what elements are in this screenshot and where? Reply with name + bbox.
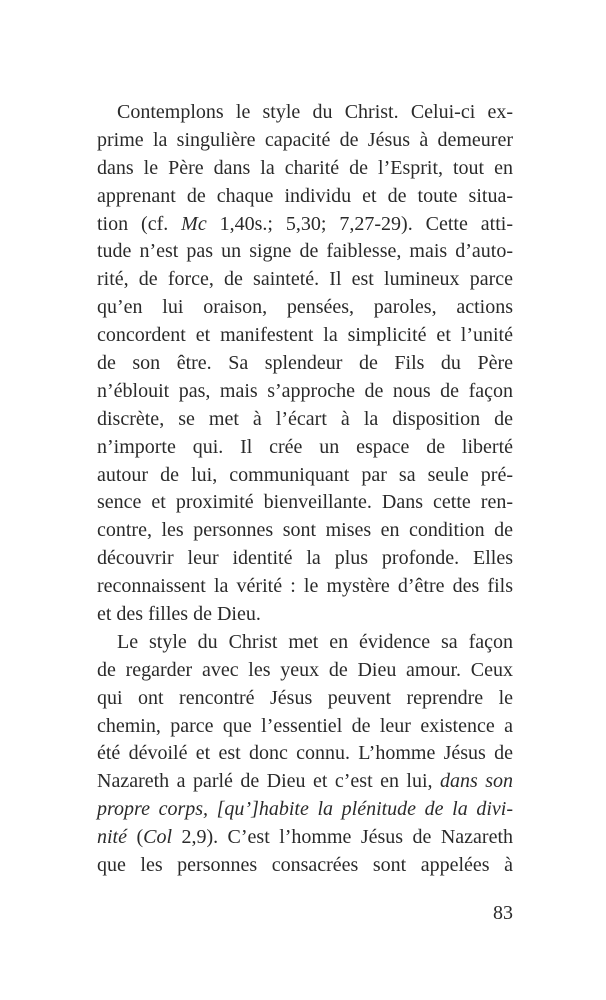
text-segment: chemin, parce que l’essentiel de leur existence a <box>97 714 513 737</box>
text-segment: n’importe qui. Il crée un espace de liberté <box>97 435 513 458</box>
italic-text: nité <box>97 826 127 849</box>
text-segment: n’éblouit pas, mais s’approche de nous de façon <box>97 379 513 402</box>
italic-text: Col <box>143 826 173 849</box>
text-line <box>97 322 513 350</box>
text-line <box>97 406 513 434</box>
text-segment: 2,9). C’est l’homme Jésus de Nazareth <box>172 826 513 849</box>
text-segment: Nazareth a parlé de Dieu et c’est en lui, <box>97 770 440 793</box>
text-line <box>97 155 513 183</box>
italic-text: propre corps, [qu’]habite la plénitude de la divi- <box>97 798 513 821</box>
text-line <box>97 685 513 713</box>
text-segment: de son être. Sa splendeur de Fils du Père <box>97 352 513 375</box>
text-segment: tion (cf. <box>97 212 182 235</box>
text-line <box>97 657 513 685</box>
text-segment: découvrir leur identité la plus profonde. Elles <box>97 547 513 570</box>
text-line <box>97 350 513 378</box>
text-line <box>97 378 513 406</box>
text-line <box>97 601 513 629</box>
text-segment: tude n’est pas un signe de faiblesse, mais d’auto- <box>97 240 513 263</box>
text-line <box>97 266 513 294</box>
text-segment: dans le Père dans la charité de l’Esprit, tout en <box>97 156 513 179</box>
text-segment: sence et proximité bienveillante. Dans cette ren- <box>97 491 513 514</box>
text-line <box>97 545 513 573</box>
text-segment: reconnaissent la vérité : le mystère d’être des fils <box>97 575 513 598</box>
text-segment: et des filles de Dieu. <box>97 603 261 626</box>
text-line <box>97 211 513 239</box>
text-line <box>97 824 513 852</box>
text-segment: apprenant de chaque individu et de toute situa- <box>97 184 513 207</box>
text-segment: qui ont rencontré Jésus peuvent reprendre le <box>97 686 513 709</box>
text-segment: 1,40s.; 5,30; 7,27-29). Cette atti- <box>206 212 513 235</box>
text-line <box>97 462 513 490</box>
italic-text: Mc <box>181 212 207 235</box>
text-segment: que les personnes consacrées sont appelées à <box>97 854 513 877</box>
text-line <box>97 852 513 880</box>
text-line <box>97 183 513 211</box>
text-line <box>97 434 513 462</box>
italic-text: dans son <box>439 770 513 793</box>
body-text <box>97 99 513 880</box>
text-segment: Contemplons le style du Christ. Celui-ci ex- <box>117 101 513 123</box>
text-line <box>97 127 513 155</box>
text-line <box>97 740 513 768</box>
text-segment: Le style du Christ met en évidence sa façon <box>117 630 513 653</box>
text-line <box>97 768 513 796</box>
text-line <box>97 629 513 657</box>
text-segment: rité, de force, de sainteté. Il est lumineux parce <box>97 268 513 291</box>
text-segment: discrète, se met à l’écart à la disposition de <box>97 407 513 430</box>
text-segment: prime la singulière capacité de Jésus à demeurer <box>97 128 513 151</box>
text-line <box>97 573 513 601</box>
text-line <box>97 238 513 266</box>
text-segment: qu’en lui oraison, pensées, paroles, actions <box>97 296 513 319</box>
text-line <box>97 489 513 517</box>
text-segment: ( <box>127 826 144 849</box>
text-segment: autour de lui, communiquant par sa seule pré- <box>97 463 513 486</box>
text-segment: été dévoilé et est donc connu. L’homme Jésus de <box>97 742 513 765</box>
text-line <box>97 294 513 322</box>
text-segment: contre, les personnes sont mises en condition de <box>97 519 513 542</box>
text-segment: concordent et manifestent la simplicité et l’unité <box>97 324 513 347</box>
text-line <box>97 517 513 545</box>
text-line <box>97 99 513 127</box>
text-segment: de regarder avec les yeux de Dieu amour. Ceux <box>97 658 513 681</box>
text-line <box>97 713 513 741</box>
page-number: 83 <box>493 902 513 924</box>
text-line <box>97 796 513 824</box>
